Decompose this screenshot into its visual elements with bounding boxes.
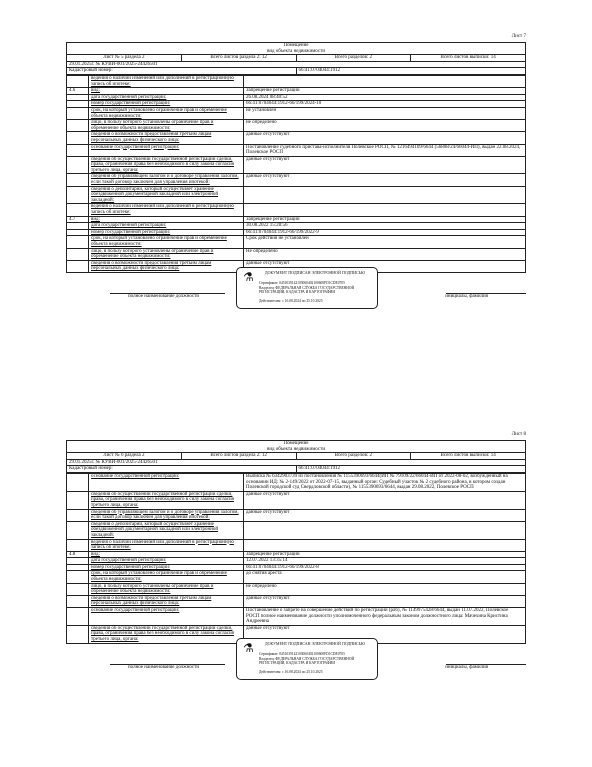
field-value: Запрещение регистрации [244, 88, 526, 95]
row-number [67, 186, 89, 204]
row-number [67, 539, 89, 551]
field-label: вид: [89, 216, 244, 223]
table-row [67, 558, 526, 565]
field-value: данные отсутствуют [244, 156, 526, 174]
row-number [67, 521, 89, 539]
row-number [67, 236, 89, 248]
field-label: дата государственной регистрации: [89, 558, 244, 565]
emblem-icon: ⚗ [243, 269, 254, 284]
field-label: номер государственной регистрации: [89, 564, 244, 571]
row-number [67, 509, 89, 521]
field-value: до снятия ареста [244, 571, 526, 583]
field-label: сведения об осуществлении государственной регистрации сделки, права, ограничения права без необходимого в силу закона согласия третьего лица, органа: [89, 156, 244, 174]
row-number [67, 174, 89, 186]
field-value [244, 521, 526, 539]
row-number [67, 107, 89, 119]
table-row [67, 595, 526, 607]
signature-position-label: полное наименование должности [128, 664, 200, 670]
row-number [67, 94, 89, 101]
row-number: 4.6 [67, 88, 89, 95]
electronic-signature-stamp: ⚗ ДОКУМЕНТ ПОДПИСАН ЭЛЕКТРОННОЙ ПОДПИСЬЮ Сертификат: 0451039142103060402100600FD1CDE0705 Владелец: ФЕДЕРАЛЬНАЯ СЛУЖБА ГОСУДАРСТВЕННОЙ РЕГИСТРАЦИИ, КАДАСТРА И КАРТОГРАФИИ Действителен: с 16.08.2024 по 25.10.2025 [236, 638, 378, 680]
field-value: Выписка № 6342903739 из постановления № 1155390693/6644(ИП № 79109/22/66044-ИП от 2022-08-02, возбужденный на основании ИД: № 2-149/2022 от 2022-07-15, выданный орган: Судебный участок № 2 судебного района, в котором создан Полевской городской суд Свердловской области), № 1155390693/6644, выдан 29.08.2022, Полевское РОСП [244, 473, 526, 491]
document-page-2 [66, 432, 526, 682]
row-number [67, 571, 89, 583]
field-value: Постановление о запрете на совершение действий по регистрации (рлб), № 1149975428/6644, выдан 11.07.2022, Полевское РОСП полное наименование должности уполномоченного федеральным законом должностного лица: Мачехина Кристина Андреевна [244, 608, 526, 626]
field-value [244, 539, 526, 551]
field-value: данные отсутствуют [244, 509, 526, 521]
total-sections: Всего разделов: 2 [296, 55, 411, 62]
row-number: 4.7 [67, 216, 89, 223]
signature-block [66, 640, 526, 682]
row-number [67, 156, 89, 174]
sheet-number: Лист № 5 раздела 2 [67, 55, 182, 62]
field-label: основание государственной регистрации: [89, 473, 244, 491]
cadastral-number: 66:41:0704044:1912 [296, 68, 526, 75]
field-value: данные отсутствуют [244, 174, 526, 186]
row-number: 4.8 [67, 551, 89, 558]
table-row [67, 94, 526, 101]
field-label: основание государственной регистрации: [89, 144, 244, 156]
electronic-signature-stamp: ⚗ ДОКУМЕНТ ПОДПИСАН ЭЛЕКТРОННОЙ ПОДПИСЬЮ Сертификат: 0451039142103060402100600FD1CDE0705 Владелец: ФЕДЕРАЛЬНАЯ СЛУЖБА ГОСУДАРСТВЕННОЙ РЕГИСТРАЦИИ, КАДАСТРА И КАРТОГРАФИИ Действителен: с 16.08.2024 по 25.10.2025 [236, 267, 378, 309]
field-label: лицо, в пользу которого установлены ограничение прав и обременение объекта недвижимости: [89, 248, 244, 260]
row-number [67, 491, 89, 509]
field-label: основание государственной регистрации: [89, 608, 244, 626]
page-number: Лист 7 [511, 34, 526, 39]
field-label: срок, на который установлено ограничение прав и обременение объекта недвижимости: [89, 107, 244, 119]
field-label: вид: [89, 551, 244, 558]
field-value: Не определено [244, 248, 526, 260]
field-label: сведения о возможности предоставления третьим лицам персональных данных физического лица: [89, 595, 244, 607]
field-value: не определено [244, 120, 526, 132]
row-number [67, 558, 89, 565]
field-value: данные отсутствуют [244, 132, 526, 144]
field-value: 26.08.2024 08:40:52 [244, 94, 526, 101]
encumbrance-table [66, 473, 526, 644]
page-header-table [66, 42, 526, 75]
field-value: данные отсутствуют [244, 491, 526, 509]
object-title: Помещение вид объекта недвижимости [67, 43, 526, 55]
table-row [67, 88, 526, 95]
table-row [67, 229, 526, 236]
table-row [67, 248, 526, 260]
field-label: номер государственной регистрации: [89, 101, 244, 108]
table-row [67, 144, 526, 156]
table-row [67, 491, 526, 509]
field-value: не определено [244, 583, 526, 595]
field-label: дата государственной регистрации: [89, 223, 244, 230]
field-label: сведения об управляющем залогом и о договоре управления залогом, если такой договор заключен для управления ипотекой: [89, 174, 244, 186]
table-row [67, 583, 526, 595]
table-row [67, 539, 526, 551]
row-number [67, 132, 89, 144]
field-label: лицо, в пользу которого установлены ограничение прав и обременение объекта недвижимости: [89, 120, 244, 132]
page-header-table [66, 440, 526, 473]
table-row [67, 107, 526, 119]
object-title: Помещение вид объекта недвижимости [67, 441, 526, 453]
field-label: срок, на который установлено ограничение прав и обременение объекта недвижимости: [89, 571, 244, 583]
field-label: лицо, в пользу которого установлены ограничение прав и обременение объекта недвижимости: [89, 583, 244, 595]
page-number: Лист 8 [511, 432, 526, 437]
table-row [67, 564, 526, 571]
signature-name-label: инициалы, фамилия [445, 293, 488, 299]
field-label: срок, на который установлено ограничение прав и обременение объекта недвижимости: [89, 236, 244, 248]
field-label: сведения о депозитарии, который осуществляет хранение обездвиженной документарной закладной или электронной закладной: [89, 521, 244, 539]
field-label: номер государственной регистрации: [89, 229, 244, 236]
total-sheets-extract: Всего листов выписки: 14 [411, 55, 526, 62]
table-row [67, 204, 526, 216]
field-value: Запрещение регистрации [244, 216, 526, 223]
total-sheets-section: Всего листов раздела 2: 12 [181, 55, 296, 62]
field-value: 12.07.2022 13:35:14 [244, 558, 526, 565]
total-sections: Всего разделов: 2 [296, 453, 411, 460]
row-number [67, 223, 89, 230]
table-row [67, 174, 526, 186]
field-label: сведения о возможности предоставления третьим лицам персональных данных физического лица: [89, 132, 244, 144]
field-value: 66:41:0704044:1912-66/199/2022-8 [244, 564, 526, 571]
table-row [67, 101, 526, 108]
table-row [67, 156, 526, 174]
table-row [67, 132, 526, 144]
table-row [67, 521, 526, 539]
field-label: ведения о наличии изменений или дополнений в регистрационную запись об ипотеке: [89, 75, 244, 87]
field-value: данные отсутствуют [244, 260, 526, 272]
signature-position-label: полное наименование должности [128, 293, 200, 299]
field-label: ведения о наличии изменений или дополнений в регистрационную запись об ипотеке: [89, 204, 244, 216]
row-number [67, 260, 89, 272]
signature-name-label: инициалы, фамилия [445, 664, 488, 670]
row-number [67, 75, 89, 87]
row-number [67, 204, 89, 216]
field-value [244, 186, 526, 204]
row-number [67, 564, 89, 571]
row-number [67, 248, 89, 260]
table-row [67, 186, 526, 204]
table-row [67, 120, 526, 132]
date-reference: 29.01.2025г. № КУВИ-001/2025-24426501 [67, 459, 526, 466]
cadastral-label: Кадастровый номер: [67, 68, 297, 75]
row-number [67, 229, 89, 236]
field-label: сведения о депозитарии, который осуществляет хранение обездвиженной документарной закладной или электронной закладной: [89, 186, 244, 204]
row-number [67, 101, 89, 108]
field-value: 66:41:0704044:1912-66/199/2022-9 [244, 229, 526, 236]
emblem-icon: ⚗ [243, 640, 254, 655]
signature-block [66, 269, 526, 311]
table-row [67, 473, 526, 491]
table-row [67, 216, 526, 223]
field-label: сведения об осуществлении государственной регистрации сделки, права, ограничения права без необходимого в силу закона согласия третьего лица, органа: [89, 491, 244, 509]
field-value: данные отсутствуют [244, 595, 526, 607]
field-value: 30.08.2022 15:28:56 [244, 223, 526, 230]
document-page-1 [66, 34, 526, 311]
table-row [67, 608, 526, 626]
row-number [67, 608, 89, 626]
row-number [67, 473, 89, 491]
field-label: сведения о возможности предоставления третьим лицам персональных данных физического лица: [89, 260, 244, 272]
field-value: не установлен [244, 107, 526, 119]
row-number [67, 625, 89, 643]
date-reference: 29.01.2025г. № КУВИ-001/2025-24426501 [67, 61, 526, 68]
table-row [67, 75, 526, 87]
table-row [67, 571, 526, 583]
cadastral-number: 66:41:0704044:1912 [296, 466, 526, 473]
table-row [67, 509, 526, 521]
total-sheets-section: Всего листов раздела 2: 12 [181, 453, 296, 460]
encumbrance-table [66, 75, 526, 273]
row-number [67, 120, 89, 132]
field-value: Запрещение регистрации [244, 551, 526, 558]
field-label: дата государственной регистрации: [89, 94, 244, 101]
field-value: Срок действия не установлен [244, 236, 526, 248]
field-label: вид: [89, 88, 244, 95]
total-sheets-extract: Всего листов выписки: 14 [411, 453, 526, 460]
field-value: 66:41:0704044:1912-66/199/2024-10 [244, 101, 526, 108]
table-row [67, 551, 526, 558]
sheet-number: Лист № 6 раздела 2 [67, 453, 182, 460]
row-number [67, 595, 89, 607]
cadastral-label: Кадастровый номер: [67, 466, 297, 473]
field-value [244, 204, 526, 216]
table-row [67, 223, 526, 230]
row-number [67, 583, 89, 595]
field-label: сведения об управляющем залогом и о договоре управления залогом, если такой договор заключен для управления ипотекой: [89, 509, 244, 521]
field-value [244, 75, 526, 87]
row-number [67, 144, 89, 156]
field-label: сведения об осуществлении государственной регистрации сделки, права, ограничения права без необходимого в силу закона согласия третьего лица, органа: [89, 625, 244, 643]
field-value: Постановление судебного пристава-исполнителя Полевское РОСП, № 1216494109/6644 (56808/24/66044-ИП), выдан 22.08.2024, Полевское РОСП [244, 144, 526, 156]
field-value: данные отсутствуют [244, 625, 526, 643]
field-label: ведения о наличии изменений или дополнений в регистрационную запись об ипотеке: [89, 539, 244, 551]
table-row [67, 236, 526, 248]
